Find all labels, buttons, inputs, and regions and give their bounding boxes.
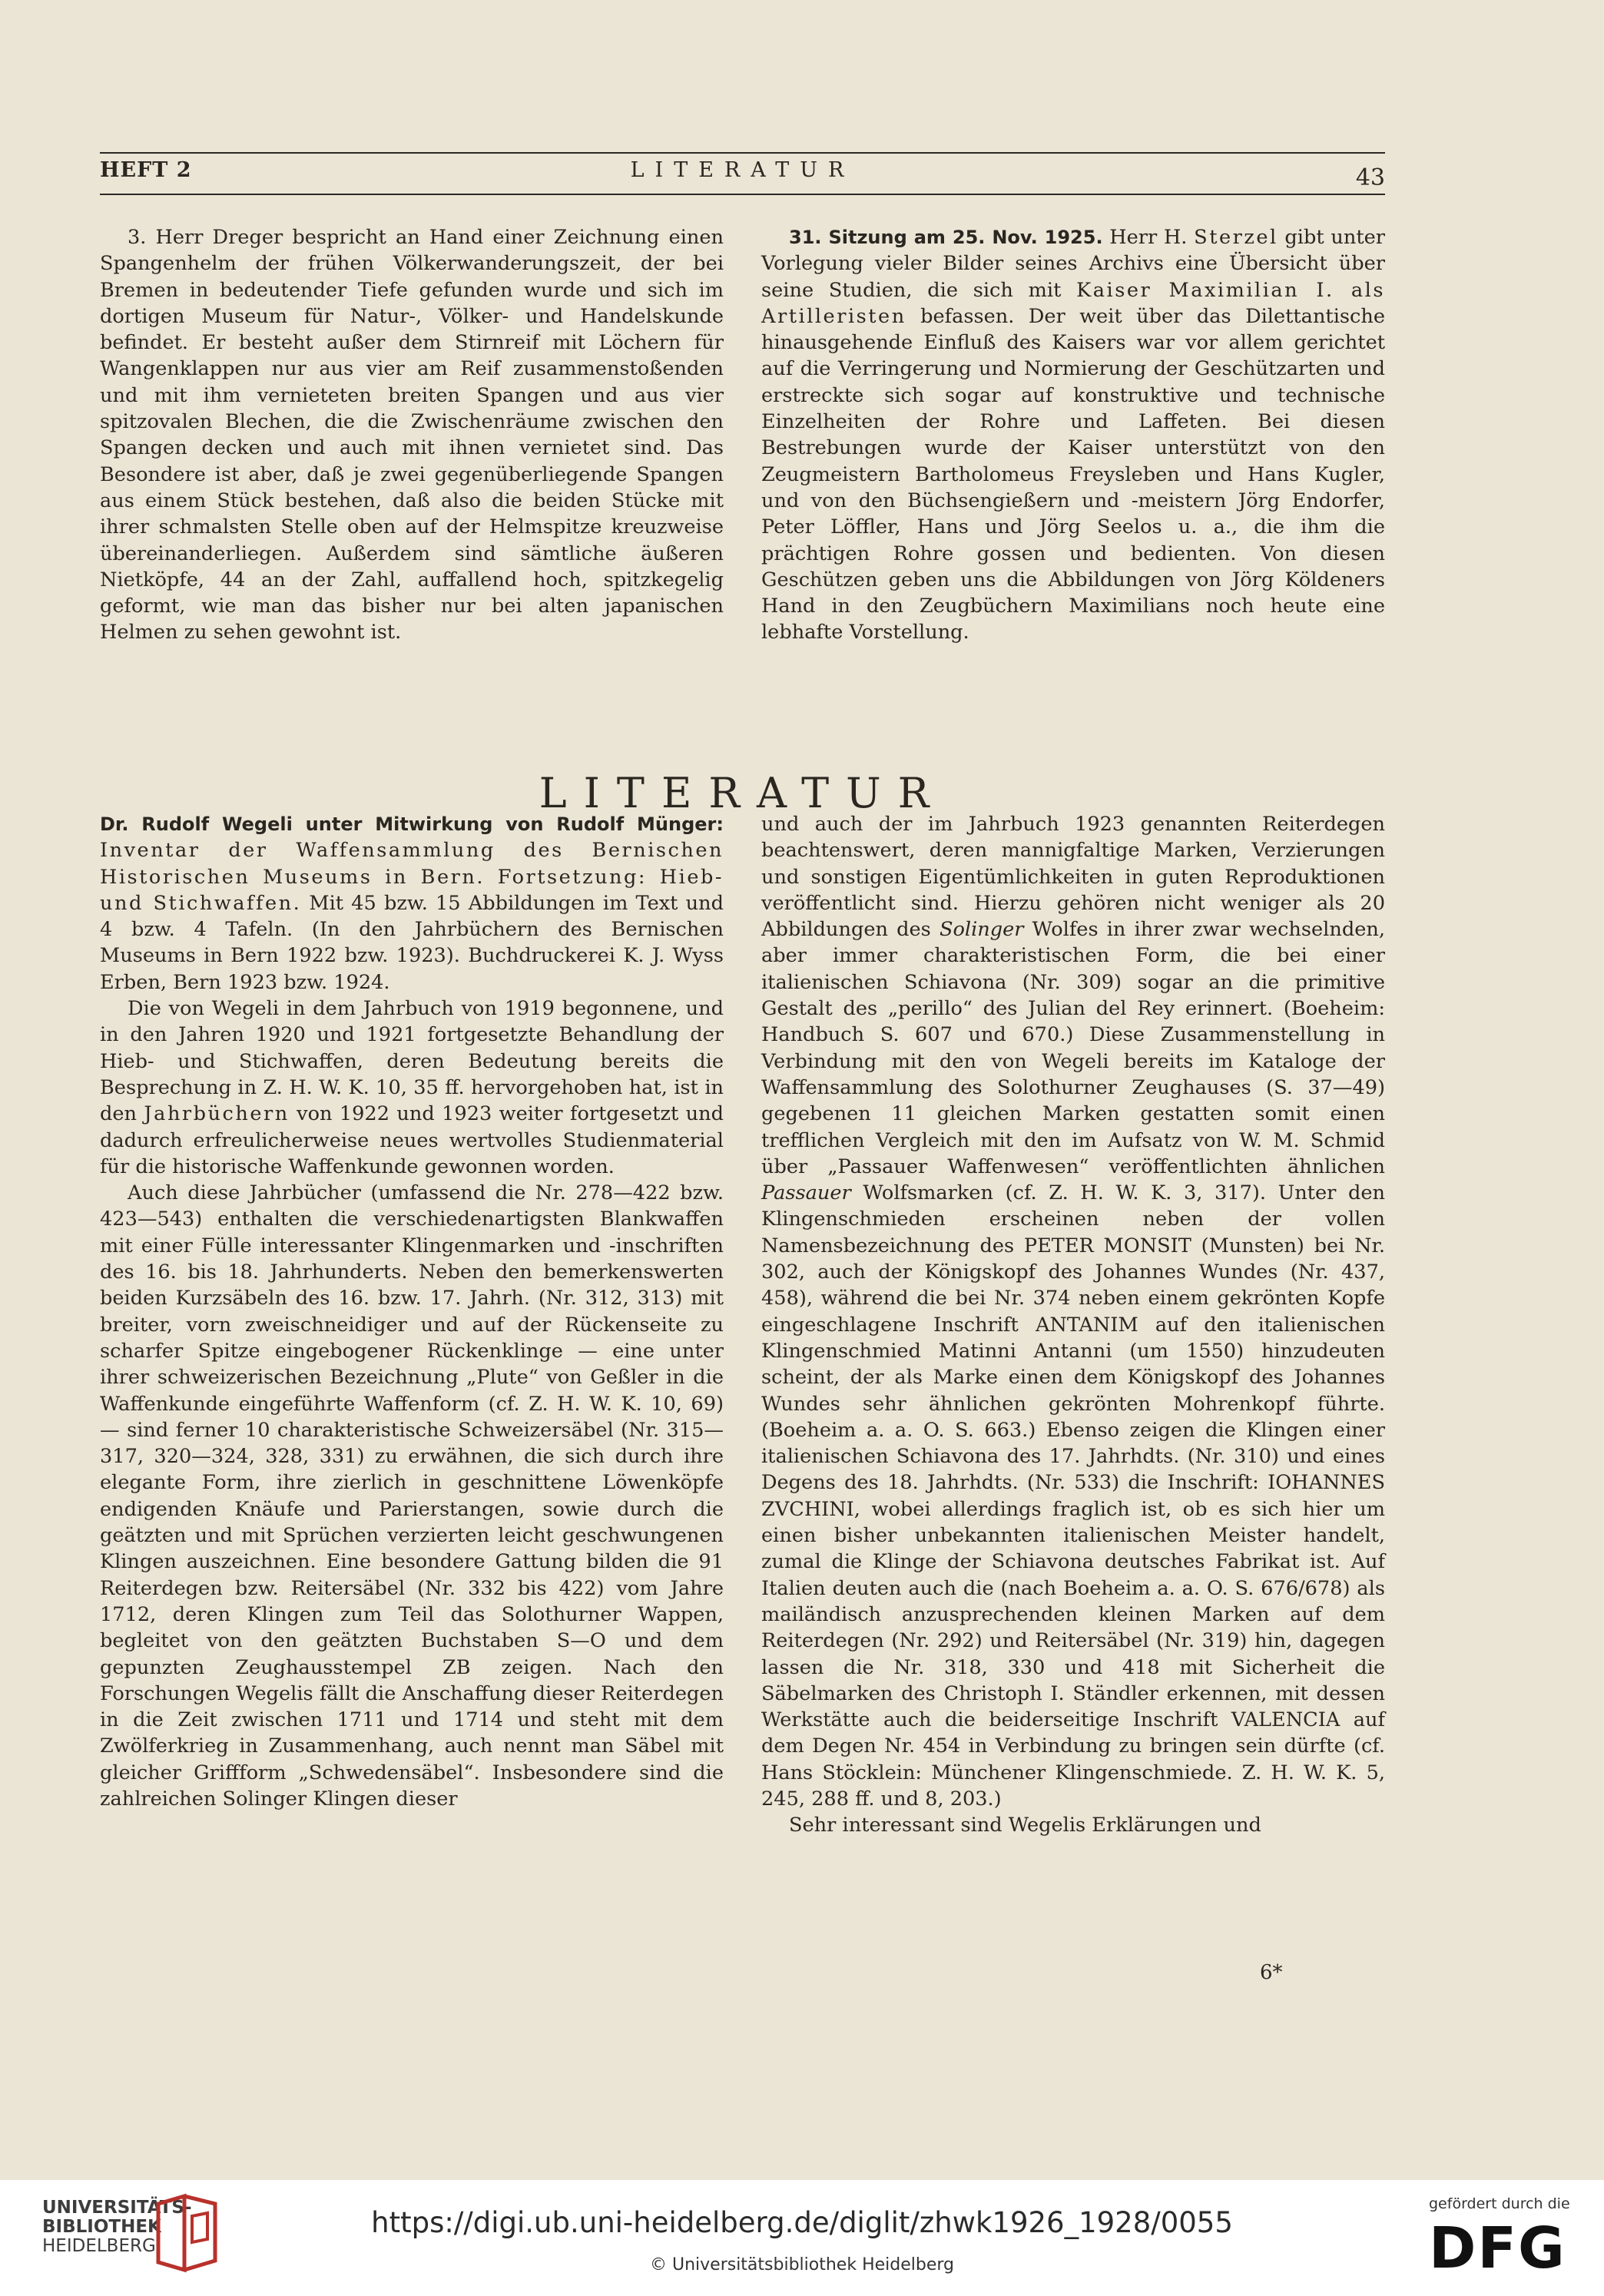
paragraph: Die von Wegeli in dem Jahrbuch von 1919 begonnene, und in den Jahren 1920 und 1921 fortgesetzte Behandlung der Hieb- und Stichwaffen, deren Bedeutung bereits die Besprechung in Z. H. W. K. 10, 35 ff. hervorgehoben hat, ist in den Jahrbüchern von 1922 und 1923 weiter fortgesetzt und dadurch erfreulicherweise neues wertvolles Studienmaterial für die historische Waffenkunde gewonnen worden. [100,997,724,1178]
entry-details: Mit 45 bzw. 15 Abbildungen im Text und 4 bzw. 4 Tafeln. (In den Jahrbüchern des Bernischen Museums in Bern 1922 bzw. 1923). Buchdruckerei K. J. Wyss Erben, Bern 1923 bzw. 1924. [100,891,724,994]
signature-mark: 6* [1260,1961,1283,1984]
library-name-line3: HEIDELBERG [42,2236,156,2256]
paragraph: und auch der im Jahrbuch 1923 genannten Reiterdegen beachtenswert, deren mannigfaltige Marken, Verzierungen und sonstigen Eigentümlichkeiten in guten Reproduktionen veröffentlicht sind. Hierzu gehören nicht weniger als 20 Abbildungen des Solinger Wolfes in ihrer zwar wechselnden, aber immer charakteristischen Form, die bei einer italienischen Schiavona (Nr. 309) sogar an die primitive Gestalt des „perillo“ des Julian del Rey erinnert. (Boeheim: Handbuch S. 607 und 670.) Diese Zusammenstellung in Verbindung mit den von Wegeli bereits im Kataloge der Waffensammlung des Solothurner Zeughauses (S. 37—49) gegebenen 11 gleichen Marken gestatten somit einen trefflichen Vergleich mit den im Aufsatz von W. M. Schmid über „Passauer Waffenwesen“ veröffentlichten ähnlichen Passauer Wolfsmarken (cf. Z. H. W. K. 3, 317). Unter den Klingenschmieden erscheinen neben der vollen Namensbezeichnung des PETER MONSIT (Munsten) bei Nr. 302, auch der Königskopf des Johannes Wundes (Nr. 437, 458), während die bei Nr. 374 neben einem gekrönten Kopfe eingeschlagene Inschrift ANTANIM auf den italienischen Klingenschmied Matinni Antanni (um 1550) hinzudeuten scheint, der als Marke einen dem Königskopf des Johannes Wundes sehr ähnlichen gekrönten Mohrenkopf führte. (Boeheim a. a. O. S. 663.) Ebenso zeigen die Klingen einer italienischen Schiavona des 17. Jahrhdts. (Nr. 310) und eines Degens des 18. Jahrhdts. (Nr. 533) die Inschrift: IOHANNES ZVCHINI, wobei allerdings fraglich ist, ob es sich hier um einen bisher unbekannten italienischen Meister handelt, zumal die Klinge der Schiavona deutsches Fabrikat ist. Auf Italien deuten auch die (nach Boeheim a. a. O. S. 676/678) als mailändisch anzusprechenden kleinen Marken auf dem Reiterdegen (Nr. 292) und Reitersäbel (Nr. 319) hin, dagegen lassen die Nr. 318, 330 und 418 mit Sicherheit die Säbelmarken des Christoph I. Ständler erkennen, mit dessen Werkstätte auch die beiderseitige Inschrift VALENCIA auf dem Degen Nr. 454 in Verbindung zu bringen sein dürfte (cf. Hans Stöcklein: Münchener Klingenschmiede. Z. H. W. K. 5, 245, 288 ff. und 8, 203.) [761,813,1385,1811]
running-title: LITERATUR [630,158,855,182]
speaker-name: Sterzel [1194,226,1278,249]
paragraph: 31. Sitzung am 25. Nov. 1925. Herr H. Sterzel gibt unter Vorlegung vieler Bilder seines Archivs eine Übersicht über seine Studien, die sich mit Kaiser Maximilian I. als Artilleristen befassen. Der weit über das Dilettantische hinausgehende Einfluß des Kaisers war vor allem gerichtet auf die Verringerung und Normierung der Geschützarten und erstreckte sich sogar auf konstruktive und technische Einzelheiten der Rohre und Laffeten. Bei diesen Bestrebungen wurde der Kaiser unterstützt von den Zeugmeistern Bartholomeus Freysleben und Hans Kugler, und von den Büchsengießern und -meistern Jörg Endorfer, Peter Löffler, Hans und Jörg Seelos u. a., die ihm die prächtigen Rohre gossen und bedienten. Von diesen Geschützen geben uns die Abbildungen von Jörg Köldeners Hand in den Zeugbüchern Maximilians noch heute eine lebhafte Vorstellung. [761,226,1385,644]
header-rule-bottom [100,194,1385,195]
entry-author: Dr. Rudolf Wegeli unter Mitwirkung von Rudolf Münger: [100,813,724,835]
heft-label: HEFT 2 [100,158,192,182]
bibliographic-entry [100,811,724,996]
paragraph: 3. Herr Dreger bespricht an Hand einer Zeichnung einen Spangenhelm der frühen Völkerwanderungszeit, der bei Bremen in bedeutender Tiefe gefunden wurde und sich im dortigen Museum für Natur-, Völker- und Handelskunde befindet. Er besteht außer dem Stirnreif mit Löchern für Wangenklappen nur aus vier am Reif zusammenstoßenden und mit ihm vernieteten breiten Spangen und aus vier spitzovalen Blechen, die die Zwischenräume zwischen den Spangen decken und auch mit ihnen vernietet sind. Das Besondere ist aber, daß je zwei gegenüberliegende Spangen aus einem Stück bestehen, daß also die beiden Stücke mit ihrer schmalsten Stelle oben auf der Helmspitze kreuzweise übereinanderliegen. Außerdem sind sämtliche äußeren Nietköpfe, 44 an der Zahl, auffallend hoch, spitzkegelig geformt, wie man das bisher nur bei alten japanischen Helmen zu sehen gewohnt ist. [100,226,724,644]
section-title: LITERATUR [539,769,946,818]
running-head [100,158,1385,192]
dfg-logo: DFG [1429,2215,1566,2281]
library-name-line1: UNIVERSITÄTS- [42,2198,192,2218]
session-heading: 31. Sitzung am 25. Nov. 1925. [789,227,1103,248]
talk-title: Kaiser Maximilian I. als Artilleristen [761,278,1385,328]
upper-right-column [761,224,1385,646]
copyright-notice: © Universitätsbibliothek Heidelberg [649,2255,954,2274]
paragraph: Auch diese Jahrbücher (umfassend die Nr. 278—422 bzw. 423—543) enthalten die verschiedenartigsten Blankwaffen mit einer Fülle interessanter Klingenmarken und -inschriften des 16. bis 18. Jahrhunderts. Neben den bemerkenswerten beiden Kurzsäbeln des 16. bzw. 17. Jahrh. (Nr. 312, 313) mit breiter, vorn zweischneidiger und auf der Rückenseite zu scharfer Spitze eingebogener Rückenklinge — eine unter ihrer schweizerischen Bezeichnung „Plute“ von Geßler in die Waffenkunde eingeführte Waffenform (cf. Z. H. W. K. 10, 69) — sind ferner 10 charakteristische Schweizersäbel (Nr. 315—317, 320—324, 328, 331) zu erwähnen, die sich durch ihre elegante Form, ihre zierlich in geschnittene Löwenköpfe endigenden Knäufe und Parierstangen, sowie durch die geätzten und mit Sprüchen verzierten leicht geschwungenen Klingen auszeichnen. Eine besondere Gattung bilden die 91 Reiterdegen bzw. Reitersäbel (Nr. 332 bis 422) vom Jahre 1712, deren Klingen zum Teil das Solothurner Wappen, begleitet von den geätzten Buchstaben S—O und dem gepunzten Zeughausstempel ZB zeigen. Nach den Forschungen Wegelis fällt die Anschaffung dieser Reiterdegen in die Zeit zwischen 1711 und 1714 und steht mit dem Zwölferkrieg in Zusammenhang, auch nennt man Säbel mit gleicher Griffform „Schwedensäbel“. Insbesondere sind die zahlreichen Solinger Klingen dieser [100,1181,724,1811]
permalink[interactable]: https://digi.ub.uni-heidelberg.de/diglit/zhwk1926_1928/0055 [371,2206,1233,2239]
upper-left-column [100,224,724,646]
entry-title: Inventar der Waffensammlung des Bernischen Historischen Museums in Bern. Fortsetzung: Hieb- und Stichwaffen. [100,839,724,915]
page-number: 43 [1355,164,1385,191]
literature-right-column [761,811,1385,1839]
paragraph: Sehr interessant sind Wegelis Erklärungen und [789,1814,1261,1837]
header-rule-top [100,152,1385,154]
library-name-line2: BIBLIOTHEK [42,2217,161,2237]
funded-by-label: gefördert durch die [1429,2195,1570,2212]
literature-left-column [100,811,724,1812]
